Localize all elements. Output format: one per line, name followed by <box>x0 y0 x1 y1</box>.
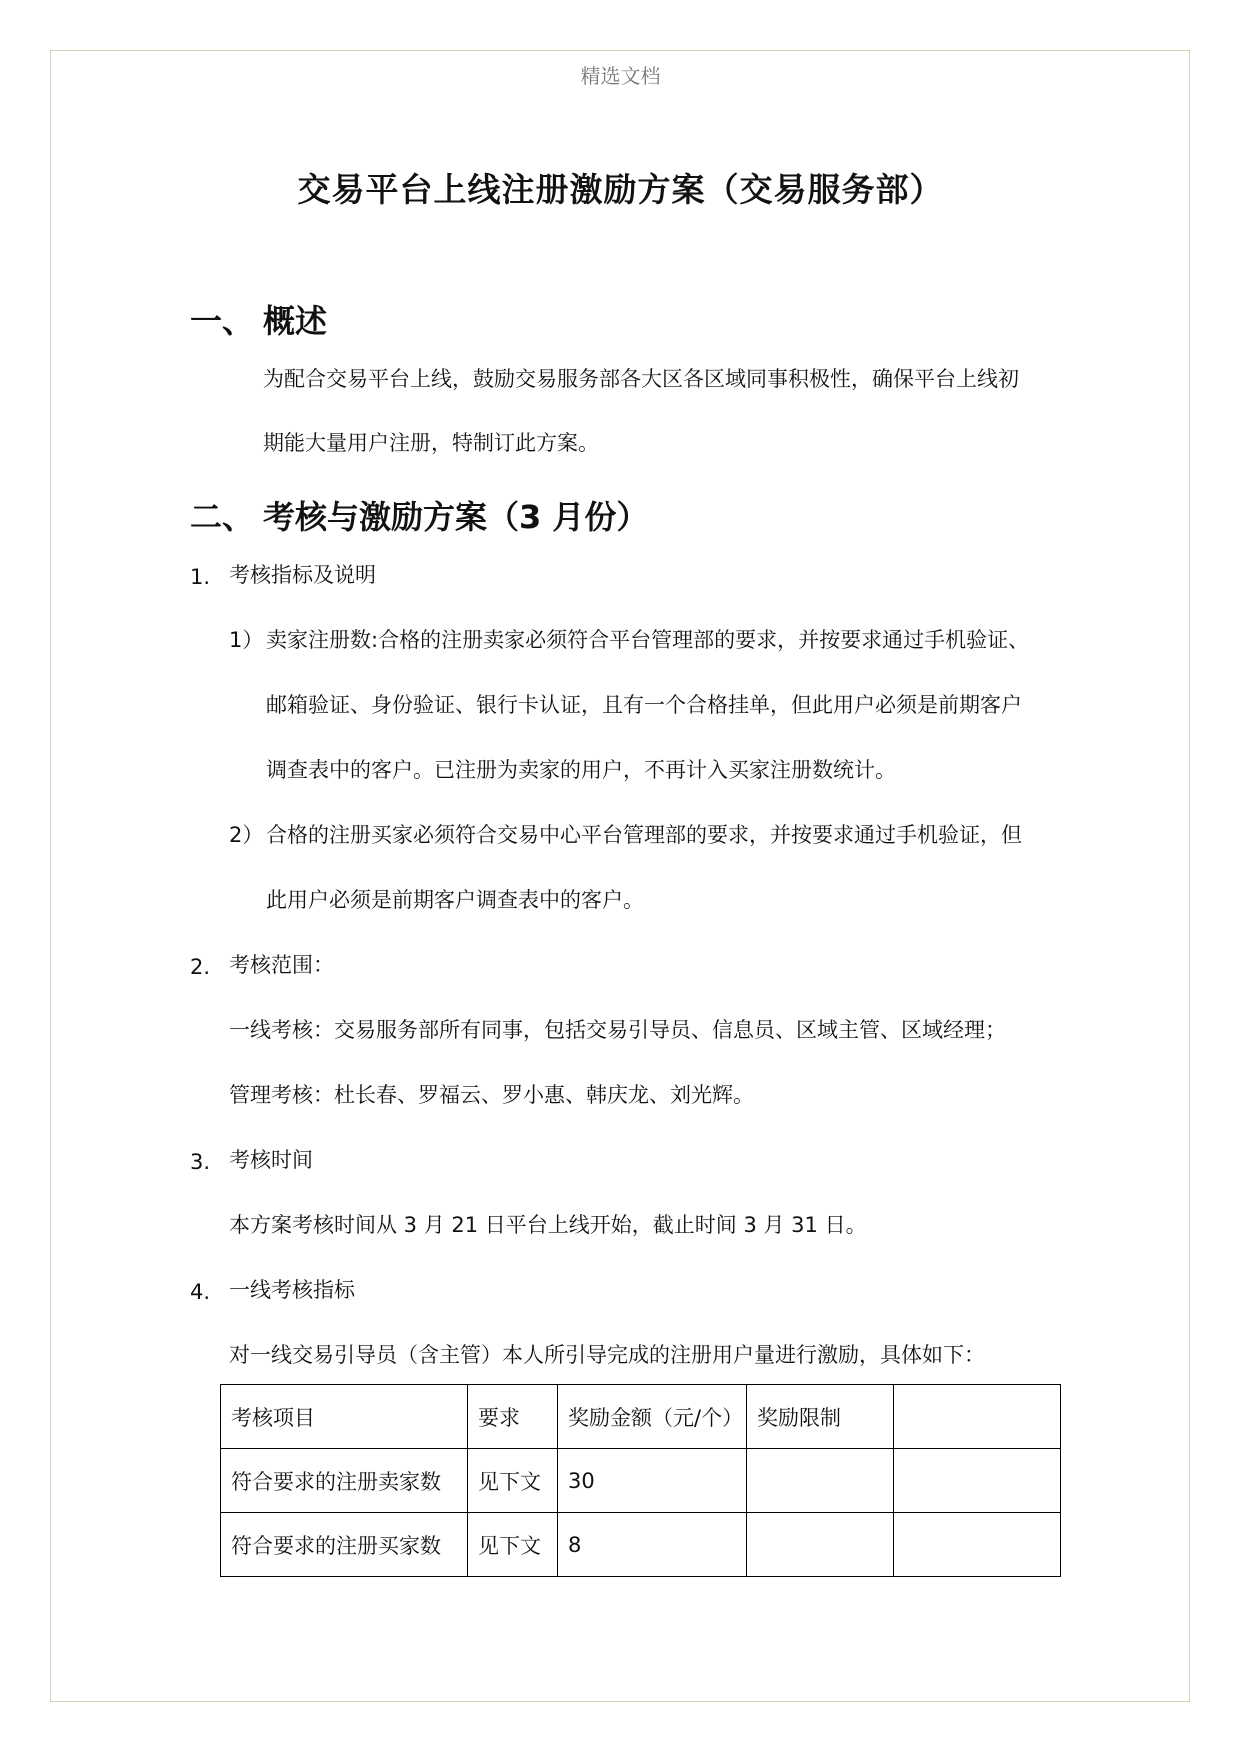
subitem1-line-3: 调查表中的客户。已注册为卖家的用户，不再计入买家注册数统计。 <box>266 758 896 782</box>
table-cell: 符合要求的注册买家数 <box>221 1513 468 1577</box>
table-cell <box>747 1513 894 1577</box>
item2-line-2: 管理考核：杜长春、罗福云、罗小惠、韩庆龙、刘光辉。 <box>229 1083 754 1107</box>
subitem1-number: 1） <box>229 628 264 652</box>
section1-title: 概述 <box>263 302 328 340</box>
table-header-cell: 要求 <box>468 1385 558 1449</box>
table-header-cell: 考核项目 <box>221 1385 468 1449</box>
item4-number: 4. <box>190 1280 211 1304</box>
table-cell <box>747 1449 894 1513</box>
item4-line-1: 对一线交易引导员（含主管）本人所引导完成的注册用户量进行激励，具体如下： <box>229 1343 985 1367</box>
subitem2-line-1: 合格的注册买家必须符合交易中心平台管理部的要求，并按要求通过手机验证，但 <box>266 823 1022 847</box>
item3-number: 3. <box>190 1150 211 1174</box>
table-cell <box>894 1513 1061 1577</box>
subitem1-line-2: 邮箱验证、身份验证、银行卡认证，且有一个合格挂单，但此用户必须是前期客户 <box>266 693 1022 717</box>
item2-number: 2. <box>190 955 211 979</box>
subitem1-line-1: 卖家注册数:合格的注册卖家必须符合平台管理部的要求，并按要求通过手机验证、 <box>266 628 1030 652</box>
table-cell: 见下文 <box>468 1513 558 1577</box>
subitem2-line-2: 此用户必须是前期客户调查表中的客户。 <box>266 888 644 912</box>
table-cell <box>894 1449 1061 1513</box>
item1-label: 考核指标及说明 <box>229 563 376 587</box>
table-cell: 见下文 <box>468 1449 558 1513</box>
item4-label: 一线考核指标 <box>229 1278 355 1302</box>
table-cell: 8 <box>558 1513 747 1577</box>
subitem2-number: 2） <box>229 823 264 847</box>
item1-number: 1. <box>190 565 211 589</box>
table-cell: 符合要求的注册卖家数 <box>221 1449 468 1513</box>
section1-line-1: 为配合交易平台上线，鼓励交易服务部各大区各区域同事积极性，确保平台上线初 <box>263 367 1019 391</box>
item3-line-1: 本方案考核时间从 3 月 21 日平台上线开始，截止时间 3 月 31 日。 <box>229 1213 867 1237</box>
table-row <box>221 1449 1061 1513</box>
table-header-cell <box>894 1385 1061 1449</box>
section2-number: 二、 <box>190 498 255 536</box>
table-cell: 30 <box>558 1449 747 1513</box>
section1-number: 一、 <box>190 302 255 340</box>
incentive-table <box>220 1384 1061 1577</box>
document-title: 交易平台上线注册激励方案（交易服务部） <box>297 170 944 209</box>
table-row <box>221 1513 1061 1577</box>
table-header-cell: 奖励金额（元/个） <box>558 1385 747 1449</box>
table-header-cell: 奖励限制 <box>747 1385 894 1449</box>
item2-line-1: 一线考核：交易服务部所有同事，包括交易引导员、信息员、区域主管、区域经理； <box>229 1018 1006 1042</box>
page-header: 精选文档 <box>580 64 661 88</box>
item3-label: 考核时间 <box>229 1148 313 1172</box>
table-header-row <box>221 1385 1061 1449</box>
section1-line-2: 期能大量用户注册，特制订此方案。 <box>263 431 599 455</box>
section2-title: 考核与激励方案（3 月份） <box>263 498 649 536</box>
item2-label: 考核范围： <box>229 953 334 977</box>
